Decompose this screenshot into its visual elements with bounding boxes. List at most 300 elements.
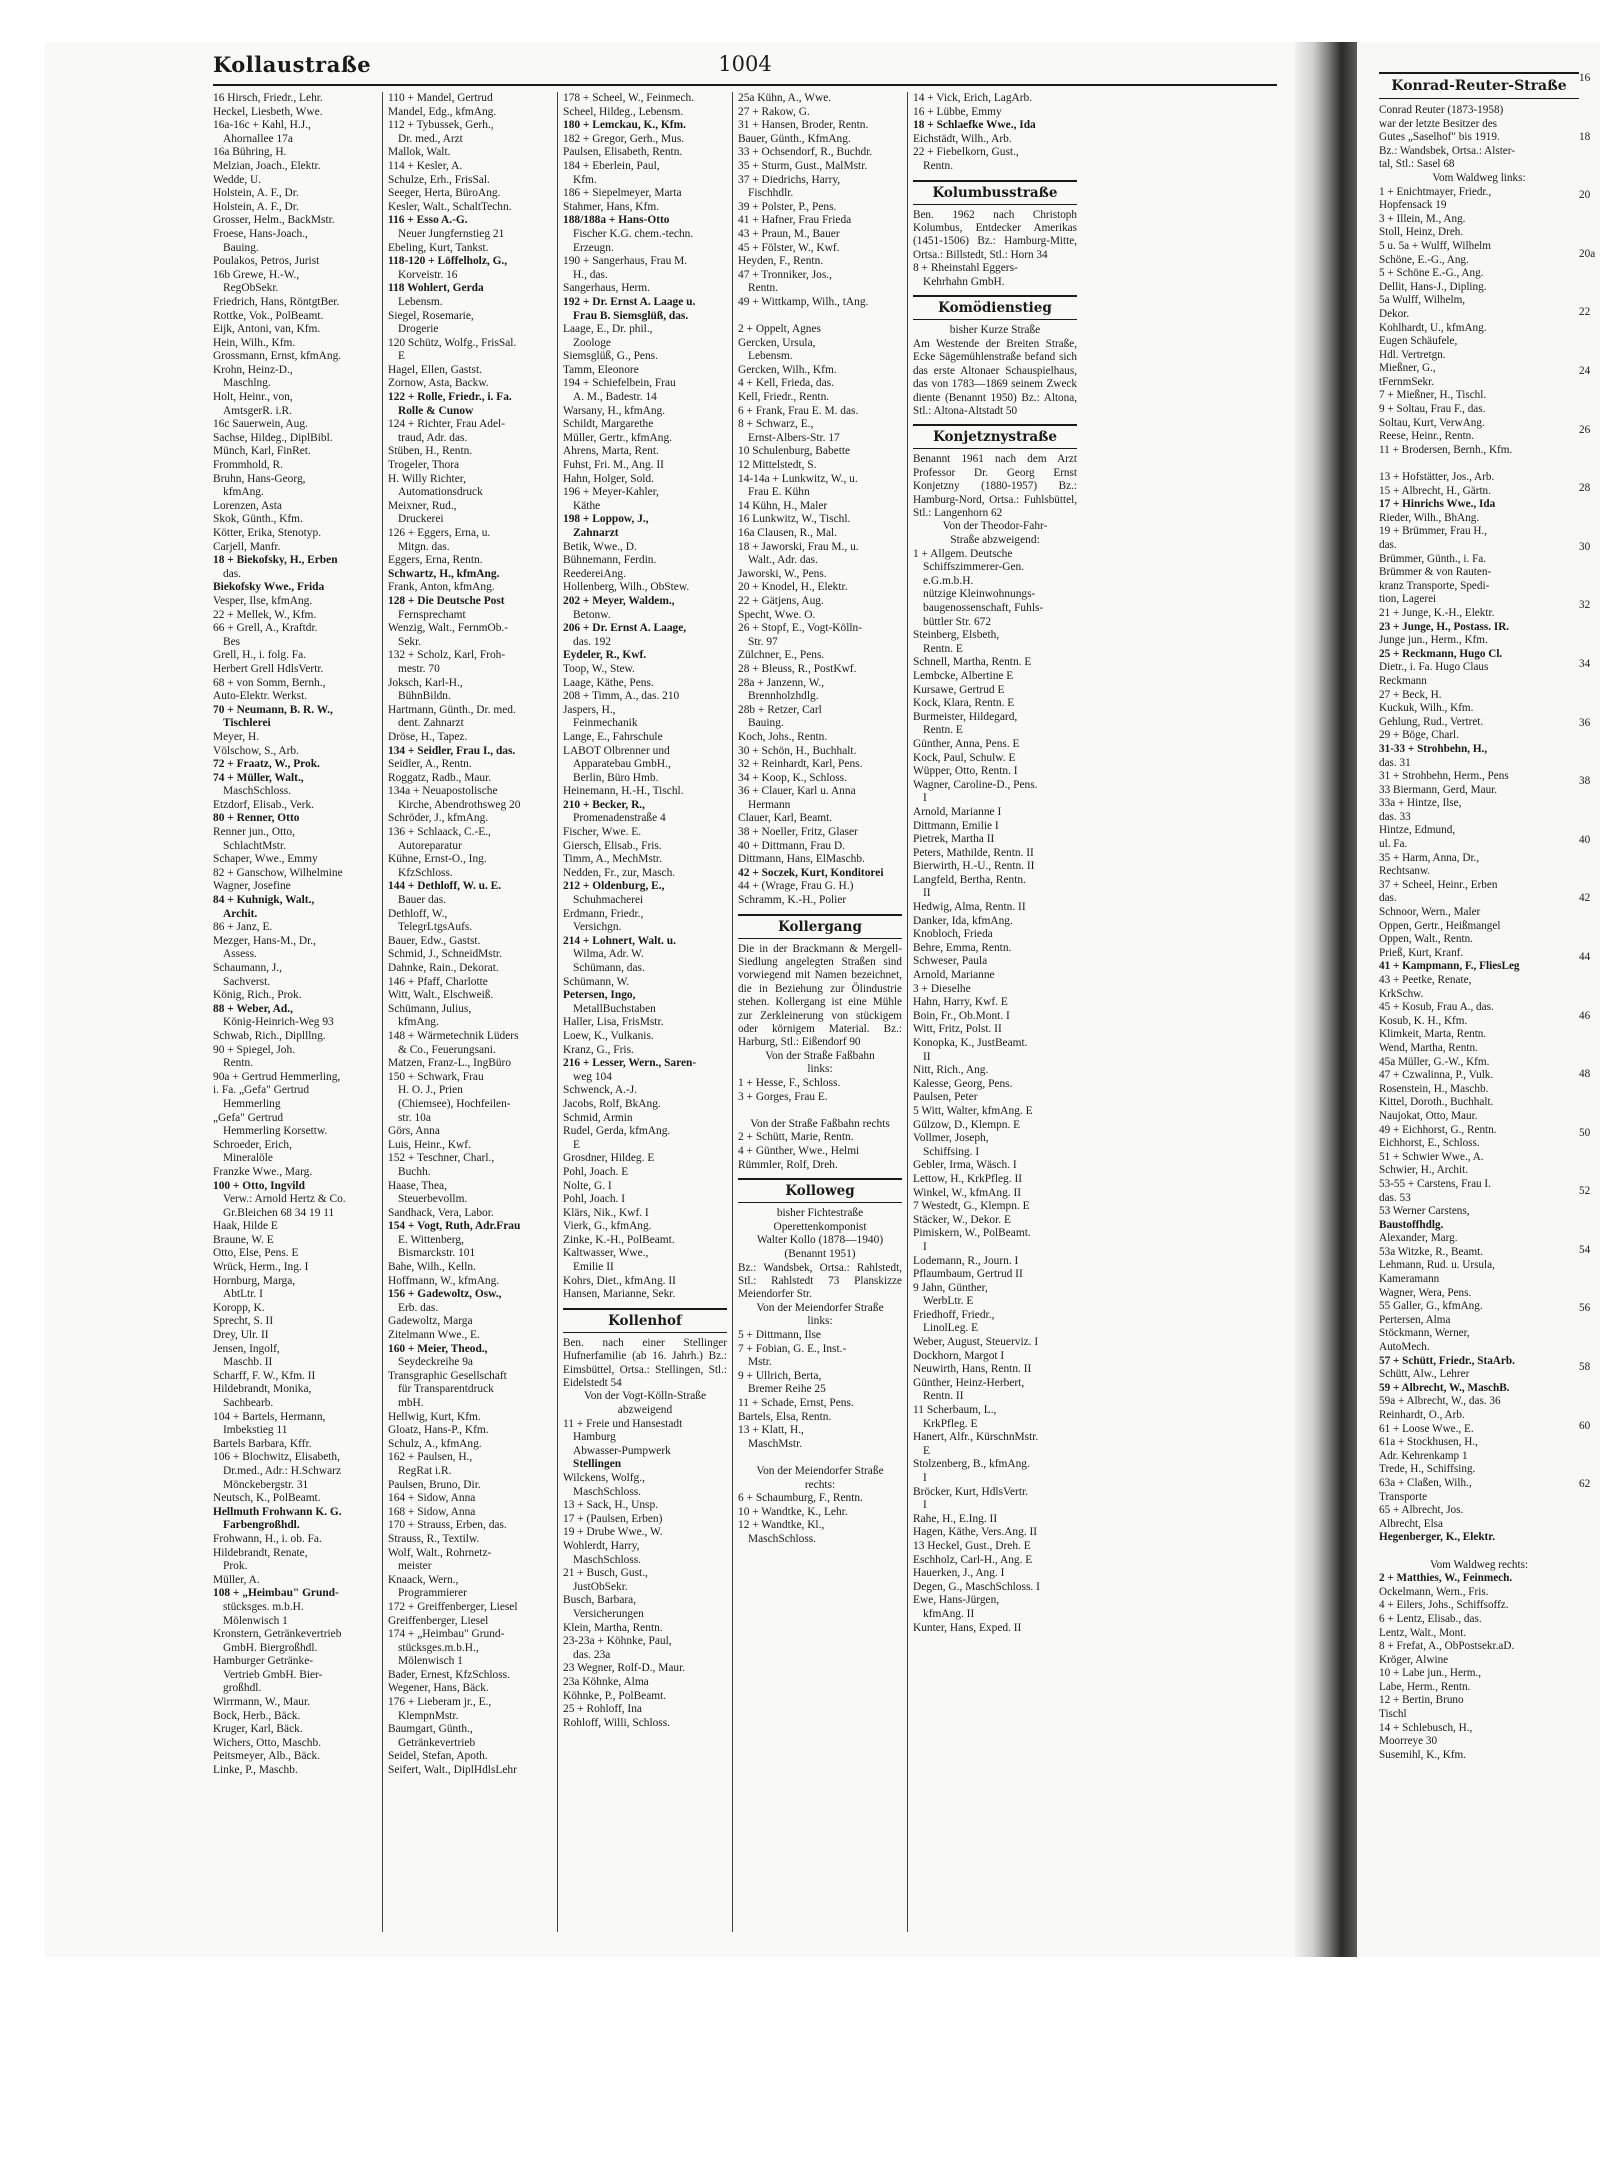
directory-entry: kfmAng. xyxy=(398,1016,439,1029)
edge-house-number: 24 xyxy=(1579,364,1591,377)
directory-entry: Feinmechanik xyxy=(573,717,638,730)
directory-entry: Tamm, Eleonore xyxy=(563,363,639,376)
directory-entry: Hamburger Getränke- xyxy=(213,1655,314,1668)
directory-entry: 86 + Janz, E. xyxy=(213,921,273,934)
directory-entry: Eschholz, Carl-H., Ang. E xyxy=(913,1553,1033,1566)
directory-entry: Mießner, G., xyxy=(1379,362,1436,375)
directory-entry: 23a Köhnke, Alma xyxy=(563,1675,649,1688)
edge-house-number: 50 xyxy=(1579,1126,1591,1139)
directory-entry: Laage, E., Dr. phil., xyxy=(563,323,653,336)
directory-entry: Naujokat, Otto, Maur. xyxy=(1379,1109,1478,1122)
street-description: Bz.: Wandsbek, Ortsa.: Rahlstedt, Stl.: Rahlstedt 73 Planskizze Meiendorfer Str. xyxy=(738,1261,902,1301)
directory-entry: stücksges.m.b.H., xyxy=(398,1641,479,1654)
directory-entry: Rieder, Wilh., BhAng. xyxy=(1379,511,1480,524)
directory-entry: Frommhold, R. xyxy=(213,459,283,472)
directory-entry xyxy=(738,1104,902,1118)
directory-entry: Jensen, Ingolf, xyxy=(213,1342,280,1355)
directory-entry: 3 + Dieselhe xyxy=(913,982,971,995)
directory-entry: H. Willy Richter, xyxy=(388,472,466,485)
directory-entry: Biekofsky Wwe., Frida xyxy=(213,581,325,594)
directory-entry: Pertersen, Alma xyxy=(1379,1313,1451,1326)
directory-entry: 178 + Scheel, W., Feinmech. xyxy=(563,92,695,104)
directory-entry: Baustoffhdlg. xyxy=(1379,1218,1444,1231)
direction-note: bisher Kurze Straße xyxy=(949,324,1041,337)
directory-entry: Friedrich, Hans, RöntgtBer. xyxy=(213,295,340,308)
directory-entry: MaschSchloss. xyxy=(573,1553,642,1566)
direction-note: (Benannt 1951) xyxy=(784,1248,856,1260)
directory-entry: Rahe, H., E.Ing. II xyxy=(913,1512,998,1525)
directory-entry: Schiffsing. I xyxy=(923,1145,980,1158)
directory-entry: Bahe, Wilh., Kelln. xyxy=(388,1261,476,1274)
directory-entry: 15 + Albrecht, H., Gärtn. xyxy=(1379,484,1491,497)
directory-entry: 112 + Tybussek, Gerh., xyxy=(388,119,494,132)
directory-entry: 180 + Lemckau, K., Kfm. xyxy=(563,119,686,132)
directory-entry: Versichgn. xyxy=(573,921,622,934)
directory-entry: 164 + Sidow, Anna xyxy=(388,1492,476,1505)
directory-entry: 13 Heckel, Gust., Dreh. E xyxy=(913,1539,1031,1552)
directory-entry: 134 + Seidler, Frau I., das. xyxy=(388,744,516,757)
directory-entry: 10 Schulenburg, Babette xyxy=(738,445,851,458)
directory-entry: Bruhn, Hans-Georg, xyxy=(213,472,306,485)
directory-entry: 44 + (Wrage, Frau G. H.) xyxy=(738,880,854,893)
directory-entry: Bock, Herb., Bäck. xyxy=(213,1709,301,1722)
directory-entry: Kaltwasser, Wwe., xyxy=(563,1247,649,1260)
directory-entry: 16b Grewe, H.-W., xyxy=(213,268,300,281)
directory-entry: 27 + Rakow, G. xyxy=(738,105,810,118)
direction-note: rechts: xyxy=(804,1478,836,1491)
directory-entry: Albrecht, Elsa xyxy=(1379,1517,1443,1530)
directory-entry: 43 + Praun, M., Bauer xyxy=(738,227,840,240)
directory-entry: 10 + Labe jun., Herm., xyxy=(1379,1667,1481,1680)
directory-entry: 18 + Biekofsky, H., Erben xyxy=(213,554,338,567)
directory-entry: kfmAng. II xyxy=(923,1607,975,1620)
directory-entry: Hellmuth Frohwann K. G. xyxy=(213,1505,342,1518)
directory-entry: Kohrs, Diet., kfmAng. II xyxy=(563,1274,676,1287)
directory-entry: 42 + Soczek, Kurt, Konditorei xyxy=(738,866,884,879)
directory-entry: 53-55 + Carstens, Frau I. xyxy=(1379,1177,1491,1190)
directory-entry: Schramm, K.-H., Polier xyxy=(738,894,847,907)
directory-entry: SchlachtMstr. xyxy=(223,839,286,852)
directory-entry: Bartels Barbara, Kffr. xyxy=(213,1437,312,1450)
directory-entry: Poulakos, Petros, Jurist xyxy=(213,255,320,268)
directory-entry: baugenossenschaft, Fuhls- xyxy=(923,602,1044,614)
directory-entry: Fischhdlr. xyxy=(748,187,794,200)
directory-entry: 5 + Dittmann, Ilse xyxy=(738,1329,821,1341)
directory-entry: Kell, Friedr., Rentn. xyxy=(738,391,830,404)
directory-entry: das. 33 xyxy=(1379,810,1411,823)
directory-entry: 16 Hirsch, Friedr., Lehr. xyxy=(213,92,323,104)
edge-house-number: 36 xyxy=(1579,716,1591,729)
directory-entry: 14-14a + Lunkwitz, W., u. xyxy=(738,472,858,485)
directory-entry: Melzian, Joach., Elektr. xyxy=(213,159,321,172)
directory-entry: Brümmer & von Rauten- xyxy=(1379,566,1492,579)
column-divider xyxy=(732,92,733,1932)
directory-entry: Behre, Emma, Rentn. xyxy=(913,941,1012,954)
directory-entry: 154 + Vogt, Ruth, Adr.Frau xyxy=(388,1220,521,1233)
directory-entry: Dr. med., Arzt xyxy=(398,132,463,145)
directory-entry: Schwenck, A.-J. xyxy=(563,1084,638,1097)
directory-entry: Pietrek, Martha II xyxy=(913,833,995,846)
directory-entry: Rentn. E xyxy=(923,642,963,655)
directory-entry: Rohloff, Willi, Schloss. xyxy=(563,1716,671,1729)
directory-entry: Programmierer xyxy=(398,1587,467,1600)
directory-entry: 61 + Loose Wwe., E. xyxy=(1379,1422,1474,1435)
directory-entry: 170 + Strauss, Erben, das. xyxy=(388,1519,507,1532)
directory-entry: Labe, Herm., Rentn. xyxy=(1379,1680,1471,1693)
directory-entry: 1 + Hesse, F., Schloss. xyxy=(738,1077,841,1090)
directory-entry: Kröger, Alwine xyxy=(1379,1653,1449,1666)
directory-entry: Münch, Karl, FinRet. xyxy=(213,445,311,458)
directory-entry: 2 + Schütt, Marie, Rentn. xyxy=(738,1131,854,1144)
directory-entry: Pimiskern, W., PolBeamt. xyxy=(913,1227,1031,1240)
directory-entry: Kehrhahn GmbH. xyxy=(923,275,1005,288)
directory-entry: 124 + Richter, Frau Adel- xyxy=(388,418,506,431)
directory-entry: Meixner, Rud., xyxy=(388,499,457,512)
directory-entry: Käthe xyxy=(573,499,601,512)
directory-entry: Eijk, Antoni, van, Kfm. xyxy=(213,323,321,336)
direction-note: links: xyxy=(807,1063,833,1076)
directory-entry: Zornow, Asta, Backw. xyxy=(388,377,489,390)
directory-entry: Dahnke, Rain., Dekorat. xyxy=(388,962,499,974)
directory-entry: 176 + Lieberam jr., E., xyxy=(388,1696,492,1709)
directory-entry: Eichhorst, E., Schloss. xyxy=(1379,1137,1480,1150)
directory-entry: tFernmSekr. xyxy=(1379,375,1435,388)
directory-entry: 27 + Beck, H. xyxy=(1379,688,1442,701)
directory-entry: 25 + Rohloff, Ina xyxy=(563,1703,642,1716)
directory-entry: 122 + Rolle, Friedr., i. Fa. xyxy=(388,391,512,404)
directory-entry: H., das. xyxy=(573,268,608,281)
directory-entry: Rentn. xyxy=(923,159,954,172)
directory-entry: Kameramann xyxy=(1379,1273,1440,1286)
directory-entry: 51 + Schwier Wwe., A. xyxy=(1379,1150,1484,1163)
directory-entry: Vierk, G., kfmAng. xyxy=(563,1220,652,1233)
directory-entry: Wagner, Wera, Pens. xyxy=(1379,1286,1472,1299)
edge-house-number: 42 xyxy=(1579,892,1591,905)
edge-house-number: 54 xyxy=(1579,1243,1591,1256)
directory-entry: 80 + Renner, Otto xyxy=(213,812,300,825)
directory-entry: 188/188a + Hans-Otto xyxy=(563,214,670,227)
directory-entry: Rümmler, Rolf, Dreh. xyxy=(738,1158,838,1171)
directory-entry: Neuer Jungfernstieg 21 xyxy=(398,227,505,240)
directory-entry: Soltau, Kurt, VerwAng. xyxy=(1379,416,1485,429)
street-description: Die in der Brackmann & Mergell-Siedlung angelegten Straßen sind vorwiegend mit Namen bezeichnet, die in Beziehung zur Ölindustrie stehen. Kollergang ist eine Mühle zur Zerkleinerung von stückigem oder körnigem Material. Bz.: Harburg, Stl.: Eißendorf 90 xyxy=(738,942,902,1049)
directory-entry: Fuhst, Fri. M., Ang. II xyxy=(563,459,664,472)
directory-entry: Mandel, Edg., kfmAng. xyxy=(388,105,497,118)
directory-entry: Kfm. xyxy=(573,173,597,186)
directory-entry: 37 + Diedrichs, Harry, xyxy=(738,173,841,186)
directory-entry: 168 + Sidow, Anna xyxy=(388,1505,476,1518)
directory-entry: Otto, Else, Pens. E xyxy=(213,1247,299,1260)
directory-entry: Bismarckstr. 101 xyxy=(398,1247,476,1260)
directory-entry: Wagner, Caroline-D., Pens. xyxy=(913,778,1038,791)
directory-entry: Hildebrandt, Renate, xyxy=(213,1546,308,1559)
directory-entry: KrkSchw. xyxy=(1379,987,1424,1000)
directory-entry: Günther, Heinz-Herbert, xyxy=(913,1376,1025,1389)
directory-entry: Bader, Ernest, KfzSchloss. xyxy=(388,1668,510,1681)
directory-entry: H. O. J., Prien xyxy=(398,1084,463,1097)
directory-entry: Lorenzen, Asta xyxy=(213,499,282,512)
directory-entry: Eggers, Erna, Rentn. xyxy=(388,554,483,567)
directory-entry: 13 + Sack, H., Unsp. xyxy=(563,1499,659,1512)
directory-entry: MaschSchloss. xyxy=(748,1532,817,1545)
directory-entry: I xyxy=(923,792,927,805)
directory-entry: Müller, Gertr., kfmAng. xyxy=(563,431,672,444)
directory-entry: ul. Fa. xyxy=(1379,838,1408,851)
directory-entry: 84 + Kuhnigk, Walt., xyxy=(213,894,315,907)
directory-entry: Schöne, E.-G., Ang. xyxy=(1379,253,1469,266)
edge-house-number: 52 xyxy=(1579,1185,1591,1198)
directory-entry: Assess. xyxy=(223,948,257,961)
directory-entry: Peitsmeyer, Alb., Bäck. xyxy=(213,1750,321,1763)
directory-entry: Bauer das. xyxy=(398,894,447,907)
directory-entry: Ernst-Albers-Str. 17 xyxy=(748,431,840,444)
directory-entry: Gehlung, Rud., Vertret. xyxy=(1379,715,1484,728)
directory-entry: Konopka, K., JustBeamt. xyxy=(913,1037,1028,1049)
directory-entry: 26 + Stopf, E., Vogt-Kölln- xyxy=(738,622,863,635)
directory-entry: Schulze, Erh., FrisSal. xyxy=(388,173,490,186)
directory-entry: 106 + Blochwitz, Elisabeth, xyxy=(213,1451,340,1464)
directory-entry: 196 + Meyer-Kahler, xyxy=(563,486,659,499)
directory-entry: Paulsen, Peter xyxy=(913,1091,978,1104)
directory-entry: E xyxy=(573,1138,580,1151)
directory-entry: Clauer, Karl, Beamt. xyxy=(738,812,833,825)
directory-entry: Görs, Anna xyxy=(388,1125,440,1138)
directory-entry: Frohwann, H., i. ob. Fa. xyxy=(213,1532,322,1545)
directory-entry: Wilckens, Wolfg., xyxy=(563,1472,645,1485)
directory-entry: Kronstern, Getränkevertrieb xyxy=(213,1628,342,1641)
directory-entry: Burmeister, Hildegard, xyxy=(913,710,1018,723)
directory-entry: Hdl. Vertretgn. xyxy=(1379,348,1446,361)
directory-entry: kranz Transporte, Spedi- xyxy=(1379,579,1490,592)
directory-entry: Schuhmacherei xyxy=(573,894,644,907)
directory-entry: 16 + Lübbe, Emmy xyxy=(913,105,1002,118)
directory-entry: Autoreparatur xyxy=(398,839,462,852)
directory-entry: 65 + Albrecht, Jos. xyxy=(1379,1504,1464,1517)
directory-entry: Zülchner, E., Pens. xyxy=(738,649,825,662)
directory-entry: Mölenwisch 1 xyxy=(223,1614,288,1627)
directory-entry: Berlin, Büro Hmb. xyxy=(573,771,659,784)
directory-entry: Greiffenberger, Liesel xyxy=(388,1614,489,1627)
directory-entry: Emilie II xyxy=(573,1261,614,1274)
directory-entry: Dittmann, Emilie I xyxy=(913,819,999,832)
directory-entry: Köhnke, P., PolBeamt. xyxy=(563,1689,667,1702)
directory-entry: 5a Wulff, Wilhelm, xyxy=(1379,294,1466,307)
directory-entry: Wenzig, Walt., FernmOb.- xyxy=(388,622,509,635)
directory-entry: Dekor. xyxy=(1379,307,1410,320)
directory-entry: Sachbearb. xyxy=(223,1397,274,1409)
directory-entry: das. xyxy=(1379,539,1397,551)
directory-entry: 3 + Gorges, Frau E. xyxy=(738,1090,828,1103)
directory-entry: 41 + Kampmann, F., FliesLeg xyxy=(1379,960,1520,973)
directory-entry: 41 + Hafner, Frau Frieda xyxy=(738,214,852,227)
directory-entry xyxy=(738,310,902,324)
directory-entry: Stäcker, W., Dekor. E xyxy=(913,1213,1011,1226)
directory-entry: 29 + Böge, Charl. xyxy=(1379,729,1459,742)
directory-entry: 18 + Schlaefke Wwe., Ida xyxy=(913,119,1036,132)
directory-entry: Fischer, Wwe. E. xyxy=(563,826,642,839)
directory-entry: Bauer, Günth., KfmAng. xyxy=(738,132,851,145)
directory-entry: Bierwirth, H.-U., Rentn. II xyxy=(913,860,1035,873)
directory-entry: Paulsen, Bruno, Dir. xyxy=(388,1478,481,1491)
directory-entry: 31 + Hansen, Broder, Rentn. xyxy=(738,119,869,132)
directory-entry: 31 + Strohbehn, Herm., Pens xyxy=(1379,770,1509,783)
directory-entry: Schiffszimmerer-Gen. xyxy=(923,561,1025,574)
directory-entry: Wilma, Adr. W. xyxy=(573,948,644,961)
directory-entry: mbH. xyxy=(398,1397,424,1409)
directory-entry: 136 + Schlaack, C.-E., xyxy=(388,826,491,839)
directory-entry: I xyxy=(923,1499,927,1512)
directory-entry: Lebensm. xyxy=(748,350,793,363)
directory-entry: 39 + Polster, P., Pens. xyxy=(738,200,837,213)
directory-entry: 212 + Oldenburg, E., xyxy=(563,880,665,893)
directory-entry: 2 + Oppelt, Agnes xyxy=(738,323,821,336)
directory-entry: weg 104 xyxy=(573,1070,612,1083)
directory-entry: tion, Lagerei xyxy=(1379,593,1437,606)
directory-entry: Bauing. xyxy=(748,717,784,730)
edge-house-number: 26 xyxy=(1579,423,1591,436)
directory-entry: Warsany, H., kfmAng. xyxy=(563,404,666,417)
directory-entry: Klärs, Nik., Kwf. I xyxy=(563,1206,649,1219)
directory-entry: Zinke, K.-H., PolBeamt. xyxy=(563,1233,675,1246)
directory-entry: Langfeld, Bertha, Rentn. xyxy=(913,873,1026,886)
directory-entry: Wirrmann, W., Maur. xyxy=(213,1696,310,1709)
directory-entry: Ahrens, Marta, Rent. xyxy=(563,445,659,458)
directory-entry: Hagel, Ellen, Gastst. xyxy=(388,363,482,376)
directory-entry: kfmAng. xyxy=(223,486,264,499)
direction-note: Von der Straße Faßbahn xyxy=(765,1049,875,1062)
column-divider xyxy=(557,92,558,1932)
directory-entry: 8 + Schwarz, E., xyxy=(738,418,814,431)
directory-entry: 66 + Grell, A., Kraftdr. xyxy=(213,622,318,635)
directory-entry: Frau B. Siemsglüß, das. xyxy=(573,309,689,322)
directory-entry: Schroeder, Erich, xyxy=(213,1138,292,1151)
directory-entry: Vertrieb GmbH. Bier- xyxy=(223,1668,323,1681)
directory-entry: Hornburg, Marga, xyxy=(213,1274,296,1287)
directory-entry: Brennholzhdlg. xyxy=(748,690,819,703)
directory-entry: Arnold, Marianne I xyxy=(913,805,1002,818)
directory-entry: Hanert, Alfr., KürschnMstr. xyxy=(913,1431,1039,1444)
directory-entry: 116 + Esso A.-G. xyxy=(388,214,468,227)
directory-entry: Haller, Lisa, FrisMstr. xyxy=(563,1016,664,1029)
directory-entry: büttler Str. 672 xyxy=(923,615,992,628)
directory-entry: das. 31 xyxy=(1379,756,1411,769)
directory-entry: Siemsglüß, G., Pens. xyxy=(563,350,658,363)
directory-entry: Gercken, Wilh., Kfm. xyxy=(738,363,837,376)
directory-entry: Oppen, Walt., Rentn. xyxy=(1379,933,1473,946)
directory-entry: Danker, Ida, kfmAng. xyxy=(913,914,1013,927)
directory-entry: Knobloch, Frieda xyxy=(913,928,993,941)
directory-entry: 214 + Lohnert, Walt. u. xyxy=(563,934,676,947)
directory-entry: Lehmann, Rud. u. Ursula, xyxy=(1379,1259,1495,1272)
directory-entry: Dittmann, Hans, ElMaschb. xyxy=(738,853,865,866)
page-header xyxy=(213,48,1277,86)
directory-entry: Rentn. xyxy=(748,282,779,295)
directory-entry: Franzke Wwe., Marg. xyxy=(213,1165,313,1178)
directory-entry: 182 + Gregor, Gerh., Mus. xyxy=(563,132,685,145)
directory-entry: Lentz, Walt., Mont. xyxy=(1379,1626,1467,1639)
directory-entry: 162 + Paulsen, H., xyxy=(388,1451,473,1464)
directory-entry: 186 + Siepelmeyer, Marta xyxy=(563,187,682,200)
directory-entry: Mönckebergstr. 31 xyxy=(223,1478,309,1491)
directory-entry: 20 + Knodel, H., Elektr. xyxy=(738,581,848,594)
directory-entry: Lembcke, Albertine E xyxy=(913,669,1014,682)
directory-entry: 5 + Schöne E.-G., Ang. xyxy=(1379,267,1484,280)
directory-entry: 21 + Busch, Gust., xyxy=(563,1567,648,1580)
directory-entry: tal, Stl.: Sasel 68 xyxy=(1379,158,1455,171)
directory-entry: Winkel, W., kfmAng. II xyxy=(913,1186,1022,1199)
directory-entry: 148 + Wärmetechnik Lüders xyxy=(388,1029,519,1042)
directory-entry: 156 + Gadewoltz, Osw., xyxy=(388,1288,502,1301)
directory-entry: Roggatz, Radb., Maur. xyxy=(388,771,492,784)
directory-entry: 100 + Otto, Ingvild xyxy=(213,1179,305,1192)
directory-entry: Busch, Barbara, xyxy=(563,1594,637,1607)
directory-entry: Schulz, A., kfmAng. xyxy=(388,1437,482,1450)
directory-entry: Transgraphic Gesellschaft xyxy=(388,1369,507,1382)
directory-entry: Kuckuk, Wilh., Kfm. xyxy=(1379,702,1474,715)
directory-entry: Stüben, H., Rentn. xyxy=(388,445,473,458)
directory-entry: Trede, H., Schiffsing. xyxy=(1379,1463,1476,1476)
directory-entry: I xyxy=(923,1240,927,1253)
directory-entry: 108 + „Heimbau" Grund- xyxy=(213,1587,339,1600)
directory-entry: Schmid, J., SchneidMstr. xyxy=(388,948,502,961)
directory-entry: ReedereiAng. xyxy=(563,567,626,580)
directory-entry: 22 + Mellek, W., Kfm. xyxy=(213,608,317,621)
directory-entry: BühnBildn. xyxy=(398,690,451,703)
directory-entry: Klein, Martha, Rentn. xyxy=(563,1621,663,1634)
directory-entry: 4 + Günther, Wwe., Helmi xyxy=(738,1145,860,1158)
directory-entry: Abwasser-Pumpwerk xyxy=(573,1444,671,1457)
directory-entry: 59 + Albrecht, W., MaschB. xyxy=(1379,1381,1510,1394)
directory-entry: Hemmerling xyxy=(223,1097,281,1110)
directory-entry: Seidler, A., Rentn. xyxy=(388,758,472,771)
directory-entry: 14 + Schlebusch, H., xyxy=(1379,1721,1473,1734)
directory-entry: 190 + Sangerhaus, Frau M. xyxy=(563,255,688,268)
directory-entry: Baumgart, Günth., xyxy=(388,1723,473,1736)
directory-columns xyxy=(213,92,1277,1932)
directory-entry: E xyxy=(398,350,405,363)
directory-entry: 70 + Neumann, B. R. W., xyxy=(213,703,333,716)
directory-entry: 16a-16c + Kahl, H.J., xyxy=(213,119,311,132)
directory-entry: 31-33 + Strohbehn, H., xyxy=(1379,742,1488,755)
directory-entry: 11 + Freie und Hansestadt xyxy=(563,1417,683,1430)
directory-entry: König, Rich., Prok. xyxy=(213,989,302,1002)
directory-entry: Korveistr. 16 xyxy=(398,268,458,281)
directory-entry: 4 + Kell, Frieda, das. xyxy=(738,377,834,390)
street-description: Ben. nach einer Stellinger Hufnerfamilie (ab 16. Jahrh.) Bz.: Eimsbüttel, Ortsa.: Stellingen, Stl.: Eidelstedt 54 xyxy=(563,1336,727,1390)
directory-entry: Friedhoff, Friedr., xyxy=(913,1308,995,1321)
directory-entry: Völschow, S., Arb. xyxy=(213,744,299,757)
directory-entry: Holt, Heinr., von, xyxy=(213,391,293,404)
directory-entry: Specht, Wwe. O. xyxy=(738,608,816,621)
directory-entry: 13 + Hofstätter, Jos., Arb. xyxy=(1379,471,1495,484)
directory-entry: Stöckmann, Werner, xyxy=(1379,1327,1470,1340)
directory-entry: 19 + Drube Wwe., W. xyxy=(563,1526,663,1539)
directory-entry: 22 + Gätjens, Aug. xyxy=(738,594,824,607)
directory-entry: 23 Wegner, Rolf-D., Maur. xyxy=(563,1662,686,1675)
directory-entry: 12 + Bertin, Bruno xyxy=(1379,1694,1464,1707)
directory-entry: Grosser, Helm., BackMstr. xyxy=(213,214,335,227)
directory-entry: Reinhardt, O., Arb. xyxy=(1379,1409,1465,1421)
directory-entry: 72 + Fraatz, W., Prok. xyxy=(213,758,320,771)
directory-entry: Loew, K., Vulkanis. xyxy=(563,1029,654,1042)
directory-entry: 152 + Teschner, Charl., xyxy=(388,1152,495,1165)
directory-entry: Bes xyxy=(223,635,241,648)
directory-entry: Schaper, Wwe., Emmy xyxy=(213,853,318,866)
directory-entry: AbtLtr. I xyxy=(223,1288,263,1301)
right-page xyxy=(1357,42,1600,1957)
directory-entry: Betik, Wwe., D. xyxy=(563,540,637,553)
directory-entry: Bz.: Wandsbek, Ortsa.: Alster- xyxy=(1379,144,1516,157)
